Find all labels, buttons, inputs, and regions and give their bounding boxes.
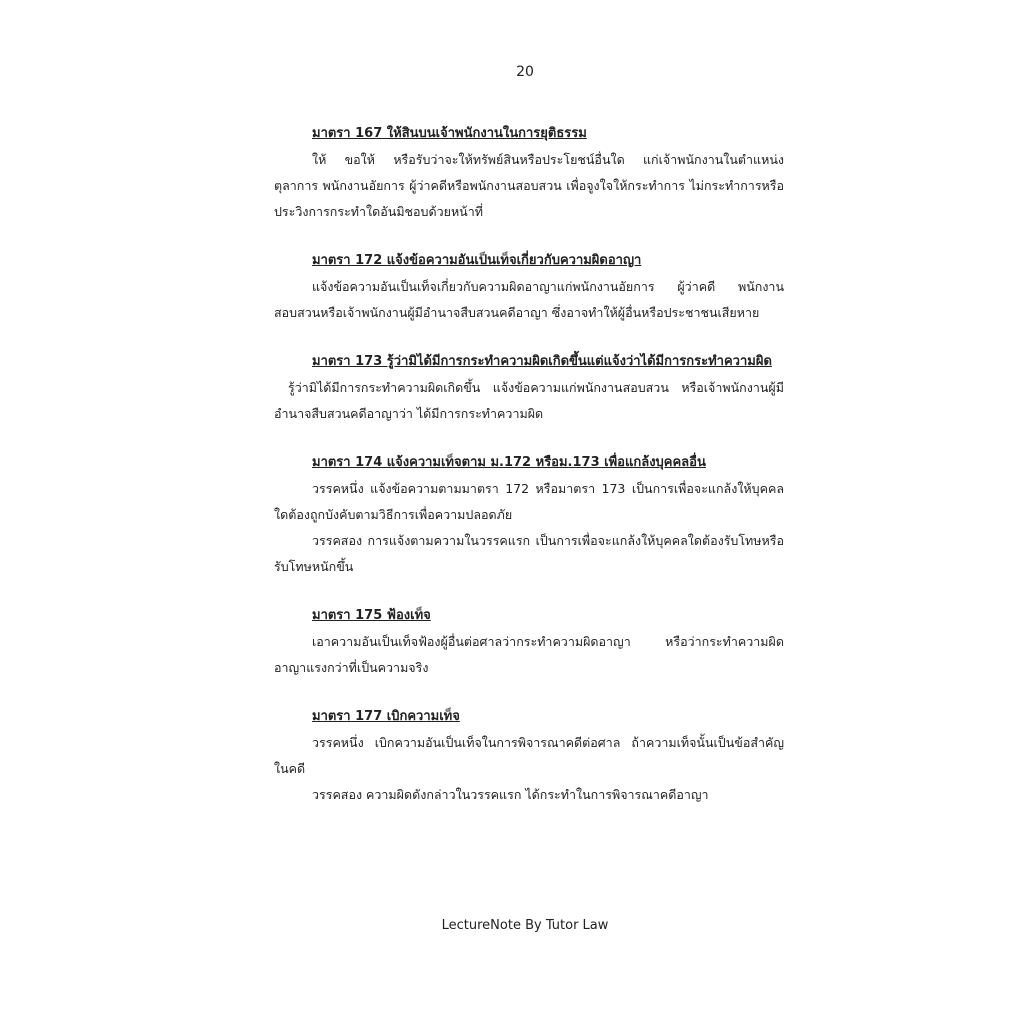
section-173: [274, 348, 784, 427]
section-172: [274, 247, 784, 326]
section-paragraph: ให้ ขอให้ หรือรับว่าจะให้ทรัพย์สินหรือประโยชน์อื่นใด แก่เจ้าพนักงานในตำแหน่งตุลาการ พนักงานอัยการ ผู้ว่าคดีหรือพนักงานสอบสวน เพื่อจูงใจให้กระทำการ ไม่กระทำการหรือประวิงการกระทำใดอันมิชอบด้วยหน้าที่: [274, 152, 784, 219]
section-174: [274, 449, 784, 580]
page-footer: LectureNote By Tutor Law: [441, 918, 609, 933]
section-paragraph: แจ้งข้อความอันเป็นเท็จเกี่ยวกับความผิดอาญาแก่พนักงานอัยการ ผู้ว่าคดี พนักงานสอบสวนหรือเจ้าพนักงานผู้มีอำนาจสืบสวนคดีอาญา ซึ่งอาจทำให้ผู้อื่นหรือประชาชนเสียหาย: [274, 279, 784, 320]
section-paragraph: วรรคสอง ความผิดดังกล่าวในวรรคแรก ได้กระทำในการพิจารณาคดีอาญา: [312, 787, 709, 802]
page-number: 20: [516, 64, 534, 80]
section-paragraph: วรรคหนึ่ง แจ้งข้อความตามมาตรา 172 หรือมาตรา 173 เป็นการเพื่อจะแกล้งให้บุคคลใดต้องถูกบังคับตามวิธีการเพื่อความปลอดภัย: [274, 481, 784, 522]
document-body: [274, 120, 784, 830]
section-167: [274, 120, 784, 225]
section-heading: มาตรา 174 แจ้งความเท็จตาม ม.172 หรือม.173 เพื่อแกล้งบุคคลอื่น: [312, 455, 706, 470]
section-175: [274, 602, 784, 681]
section-paragraph: เอาความอันเป็นเท็จฟ้องผู้อื่นต่อศาลว่ากระทำความผิดอาญา หรือว่ากระทำความผิดอาญาแรงกว่าที่เป็นความจริง: [274, 634, 784, 675]
section-heading: มาตรา 172 แจ้งข้อความอันเป็นเท็จเกี่ยวกับความผิดอาญา: [312, 253, 642, 268]
section-heading: มาตรา 175 ฟ้องเท็จ: [312, 608, 431, 623]
section-heading: มาตรา 173 รู้ว่ามิได้มีการกระทำความผิดเกิดขึ้นแต่แจ้งว่าได้มีการกระทำความผิด: [312, 354, 772, 369]
section-heading: มาตรา 167 ให้สินบนเจ้าพนักงานในการยุติธรรม: [312, 126, 587, 141]
section-paragraph: วรรคสอง การแจ้งตามความในวรรคแรก เป็นการเพื่อจะแกล้งให้บุคคลใดต้องรับโทษหรือรับโทษหนักขึ้น: [274, 533, 784, 574]
section-paragraph: วรรคหนึ่ง เบิกความอันเป็นเท็จในการพิจารณาคดีต่อศาล ถ้าความเท็จนั้นเป็นข้อสำคัญในคดี: [274, 735, 784, 776]
section-177: [274, 703, 784, 808]
section-heading: มาตรา 177 เบิกความเท็จ: [312, 709, 460, 724]
section-paragraph: รู้ว่ามิได้มีการกระทำความผิดเกิดขึ้น แจ้งข้อความแก่พนักงานสอบสวน หรือเจ้าพนักงานผู้มีอำนาจสืบสวนคดีอาญาว่า ได้มีการกระทำความผิด: [274, 380, 784, 421]
